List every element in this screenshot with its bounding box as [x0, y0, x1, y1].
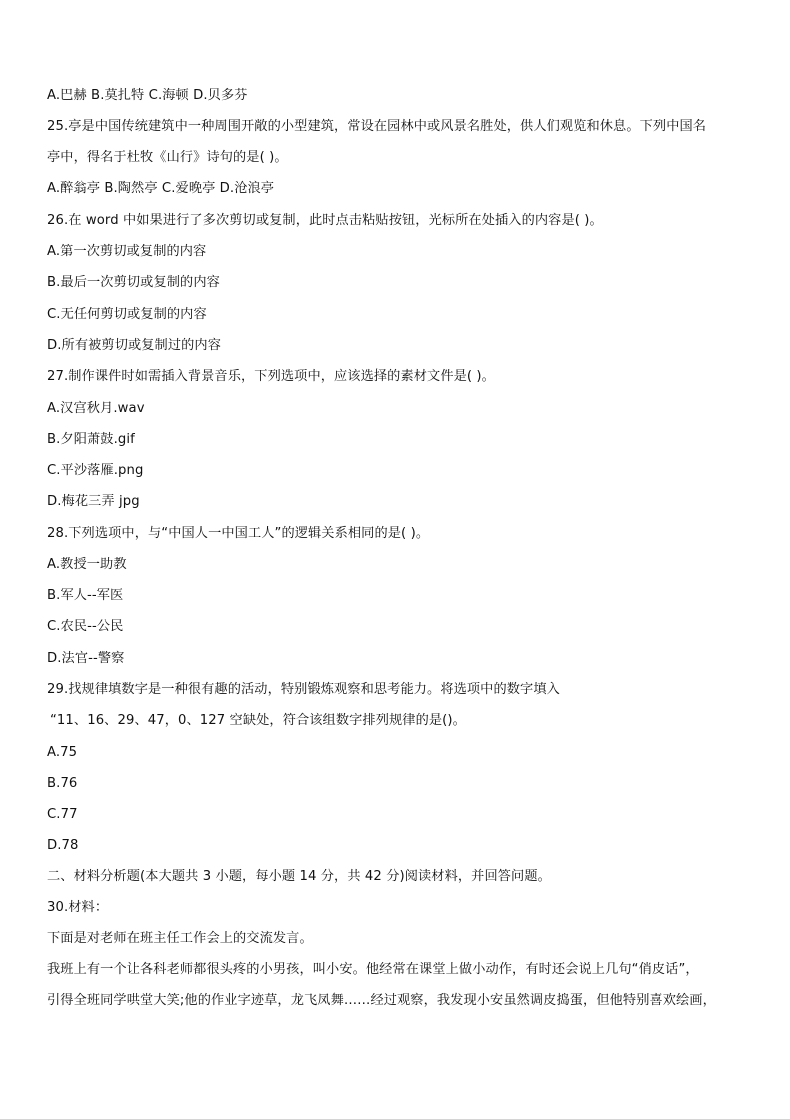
question-27-stem: 27.制作课件时如需插入背景音乐，下列选项中，应该选择的素材文件是( )。	[47, 369, 495, 384]
material-paragraph-cont: 引得全班同学哄堂大笑;他的作业字迹草，龙飞凤舞……经过观察，我发现小安虽然调皮捣蛋，但他特别喜欢绘画，	[47, 993, 716, 1008]
question-26-option-b: B.最后一次剪切或复制的内容	[47, 275, 220, 290]
question-29-stem-cont: “11、16、29、47，0、127 空缺处，符合该组数字排列规律的是()。	[50, 713, 466, 728]
section-heading: 二、材料分析题(本大题共 3 小题，每小题 14 分，共 42 分)阅读材料，并回答问题。	[47, 869, 551, 884]
question-29-option-c: C.77	[47, 807, 78, 822]
question-25-options: A.醉翁亭 B.陶然亭 C.爱晚亭 D.沧浪亭	[47, 181, 275, 196]
question-29-option-d: D.78	[47, 838, 79, 853]
question-27-option-a: A.汉宫秋月.wav	[47, 401, 145, 416]
question-27-option-d: D.梅花三弄 jpg	[47, 494, 140, 509]
question-26-option-c: C.无任何剪切或复制的内容	[47, 307, 207, 322]
question-26-stem: 26.在 word 中如果进行了多次剪切或复制，此时点击粘贴按钮，光标所在处插入的内容是( )。	[47, 213, 603, 228]
question-25-stem: 25.亭是中国传统建筑中一种周围开敞的小型建筑，常设在园林中或风景名胜处，供人们观览和休息。下列中国名	[47, 119, 707, 134]
question-25-stem-cont: 亭中，得名于杜牧《山行》诗句的是( )。	[47, 150, 288, 165]
material-paragraph: 我班上有一个让各科老师都很头疼的小男孩，叫小安。他经常在课堂上做小动作，有时还会说上几句“俏皮话”，	[47, 962, 699, 977]
question-30-label: 30.材料：	[47, 900, 109, 915]
question-28-stem: 28.下列选项中，与“中国人一中国工人”的逻辑关系相同的是( )。	[47, 526, 430, 541]
question-28-option-d: D.法官--警察	[47, 651, 125, 666]
question-29-stem: 29.找规律填数字是一种很有趣的活动，特别锻炼观察和思考能力。将选项中的数字填入	[47, 682, 560, 697]
question-29-option-a: A.75	[47, 745, 78, 760]
text-line: A.巴赫 B.莫扎特 C.海顿 D.贝多芬	[47, 88, 248, 103]
question-26-option-a: A.第一次剪切或复制的内容	[47, 244, 207, 259]
question-28-option-a: A.教授一助教	[47, 557, 127, 572]
question-28-option-b: B.军人--军医	[47, 588, 124, 603]
material-intro: 下面是对老师在班主任工作会上的交流发言。	[47, 931, 313, 946]
question-27-option-b: B.夕阳萧鼓.gif	[47, 432, 135, 447]
question-29-option-b: B.76	[47, 776, 78, 791]
question-27-option-c: C.平沙落雁.png	[47, 463, 144, 478]
question-28-option-c: C.农民--公民	[47, 619, 124, 634]
question-26-option-d: D.所有被剪切或复制过的内容	[47, 338, 221, 353]
